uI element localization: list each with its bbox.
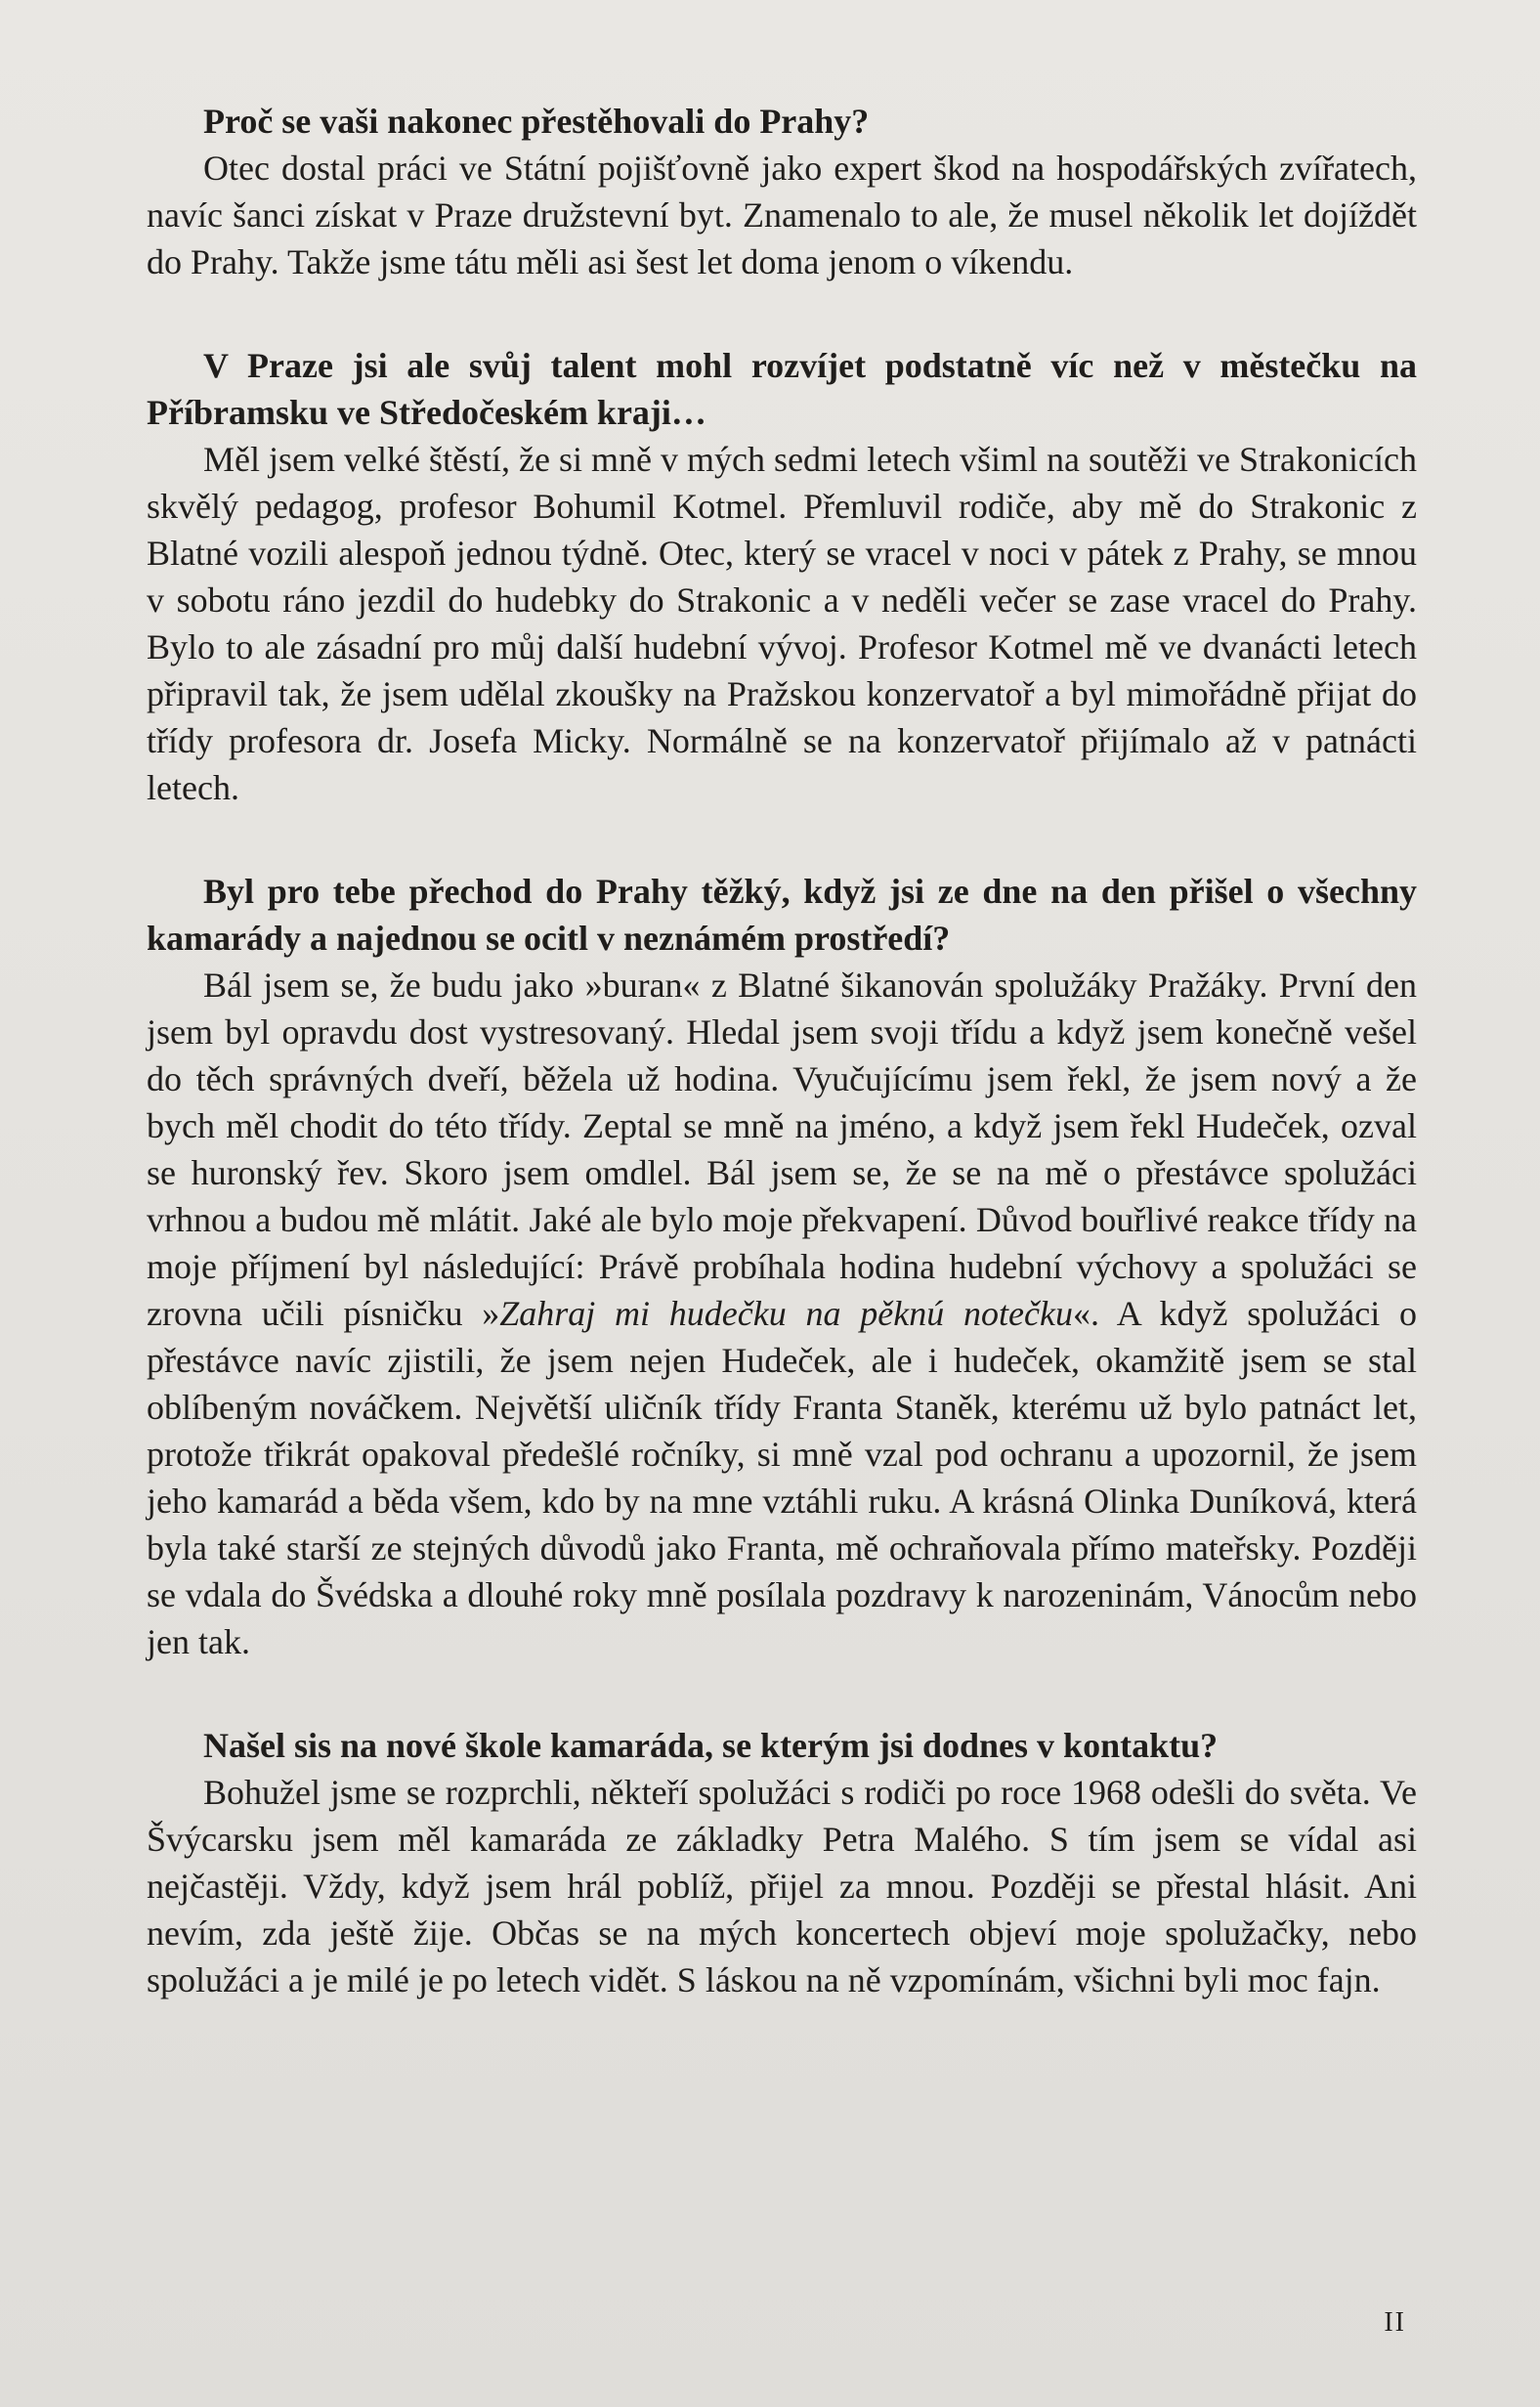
text-column [147, 98, 1417, 2060]
interview-section-2 [147, 342, 1417, 811]
page-number: II [1384, 2307, 1406, 2338]
answer-paragraph: Otec dostal práci ve Státní pojišťovně jako expert škod na hospodářských zvířatech, navíc šanci získat v Praze družstevní byt. Znamenalo to ale, že musel několik let dojíždět do Prahy. Takže jsme tátu měli asi šest let doma jenom o víkendu. [147, 149, 1417, 281]
answer-paragraph: Bohužel jsme se rozprchli, někteří spolužáci s rodiči po roce 1968 odešli do světa. Ve Švýcarsku jsem měl kamaráda ze základky Petra Malého. S tím jsem se vídal asi nejčastěji. Vždy, když jsem hrál poblíž, přijel za mnou. Později se přestal hlásit. Ani nevím, zda ještě žije. Občas se na mých koncertech objeví moje spolužačky, nebo spolužáci a je milé je po letech vidět. S láskou na ně vzpomínám, všichni byli moc fajn. [147, 1773, 1417, 1999]
interview-section-4 [147, 1722, 1417, 2003]
question-heading: Našel sis na nové škole kamaráda, se kterým jsi dodnes v kontaktu? [203, 1726, 1219, 1765]
question-heading: Byl pro tebe přechod do Prahy těžký, když jsi ze dne na den přišel o všechny kamarády a najednou se ocitl v neznámém prostředí? [147, 872, 1417, 958]
interview-section-1 [147, 98, 1417, 285]
question-heading: V Praze jsi ale svůj talent mohl rozvíjet podstatně víc než v městečku na Příbramsku ve Středočeském kraji… [147, 346, 1417, 432]
answer-paragraph: Měl jsem velké štěstí, že si mně v mých sedmi letech všiml na soutěži ve Strakonicích skvělý pedagog, profesor Bohumil Kotmel. Přemluvil rodiče, aby mě do Strakonic z Blatné vozili alespoň jednou týdně. Otec, který se vracel v noci v pátek z Prahy, se mnou v sobotu ráno jezdil do hudebky do Strakonic a v neděli večer se zase vracel do Prahy. Bylo to ale zásadní pro můj další hudební vývoj. Profesor Kotmel mě ve dvanácti letech připravil tak, že jsem udělal zkoušky na Pražskou konzervatoř a byl mimořádně přijat do třídy profesora dr. Josefa Micky. Normálně se na konzervatoř přijímalo až v patnácti letech. [147, 440, 1417, 807]
question-heading: Proč se vaši nakonec přestěhovali do Prahy? [203, 102, 870, 141]
answer-text-before-song: Bál jsem se, že budu jako »buran« z Blatné šikanován spolužáky Pražáky. První den jsem byl opravdu dost vystresovaný. Hledal jsem svoji třídu a když jsem konečně vešel do těch správných dveří, běžela už hodina. Vyučujícímu jsem řekl, že jsem nový a že bych měl chodit do této třídy. Zeptal se mně na jméno, a když jsem řekl Hudeček, ozval se huronský řev. Skoro jsem omdlel. Bál jsem se, že se na mě o přestávce spolužáci vrhnou a budou mě mlátit. Jaké ale bylo moje překvapení. Důvod bouřlivé reakce třídy na moje příjmení byl následující: Právě probíhala hodina hudební výchovy a spolužáci se zrovna učili písničku » [147, 966, 1417, 1333]
song-title: Zahraj mi hudečku na pěknú notečku [499, 1294, 1073, 1333]
answer-paragraph [147, 962, 1417, 1665]
interview-section-3 [147, 868, 1417, 1665]
answer-text-after-song: «. A když spolužáci o přestávce navíc zjistili, že jsem nejen Hudeček, ale i hudeček, okamžitě jsem se stal oblíbeným nováčkem. Největší uličník třídy Franta Staněk, kterému už bylo patnáct let, protože třikrát opakoval předešlé ročníky, si mně vzal pod ochranu a upozornil, že jsem jeho kamarád a běda všem, kdo by na mne vztáhli ruku. A krásná Olinka Duníková, která byla také starší ze stejných důvodů jako Franta, mě ochraňovala přímo mateřsky. Později se vdala do Švédska a dlouhé roky mně posílala pozdravy k narozeninám, Vánocům nebo jen tak. [147, 1294, 1417, 1661]
